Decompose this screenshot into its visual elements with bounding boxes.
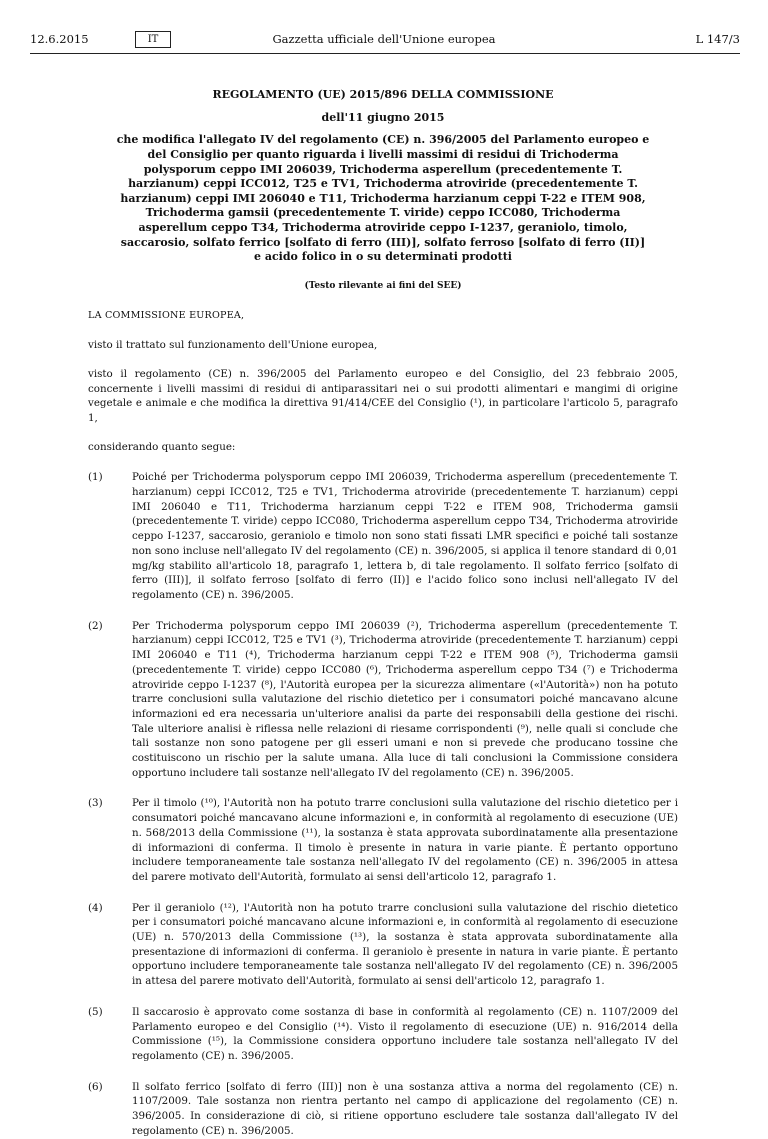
language-badge: IT xyxy=(135,31,171,48)
publication-date: 12.6.2015 xyxy=(30,32,89,46)
recital-text: Per il geraniolo (¹²), l'Autorità non ha potuto trarre conclusioni sulla valutazione del rischio dietetico per i consumatori poiché mancavano alcune informazioni e, in conformità al regolamento di esecuzione (UE) n. 570/2013 della Commissione (¹³), la sostanza è stata approvata subordinatamente alla presentazione di informazioni di conferma. Il geraniolo è presente in natura in varie piante. È pertanto opportuno includere temporaneamente tale sostanza nell'allegato IV del regolamento (CE) n. 396/2005 in attesa del parere motivato dell'Autorità, formulato ai sensi dell'articolo 12, paragrafo 1. xyxy=(132,901,678,988)
whereas-intro: considerando quanto segue: xyxy=(88,440,236,453)
recital-text: Il saccarosio è approvato come sostanza di base in conformità al regolamento (CE) n. 1107/2009 del Parlamento europeo e del Consiglio (¹⁴). Visto il regolamento di esecuzione (UE) n. 916/2014 della Commissione (¹⁵), la Commissione considera opportuno includere tale sostanza nell'allegato IV del regolamento (CE) n. 396/2005. xyxy=(132,1005,678,1062)
recital-number: (4) xyxy=(88,901,103,914)
page-number: L 147/3 xyxy=(695,32,740,46)
recital-number: (1) xyxy=(88,471,103,484)
recital-number: (3) xyxy=(88,797,103,810)
recital xyxy=(88,619,678,781)
recital-text: Per il timolo (¹⁰), l'Autorità non ha potuto trarre conclusioni sulla valutazione del rischio dietetico per i consumatori poiché mancavano alcune informazioni e, in conformità al regolamento di esecuzione (UE) n. 568/2013 della Commissione (¹¹), la sostanza è stata approvata subordinatamente alla presentazione di informazioni di conferma. Il timolo è presente in natura in varie piante. È pertanto opportuno includere temporaneamente tale sostanza nell'allegato IV del regolamento (CE) n. 396/2005 in attesa del parere motivato dell'Autorità, formulato ai sensi dell'articolo 12, paragrafo 1. xyxy=(132,797,678,883)
regulation-subject: che modifica l'allegato IV del regolamento (CE) n. 396/2005 del Parlamento europeo e del Consiglio per quanto riguarda i livelli massimi di residui di Trichoderma polysporum ceppo IMI 206039, Trichoderma asperellum (precedentemente T. harzianum) ceppi ICC012, T25 e TV1, Trichoderma atroviride (precedentemente T. harzianum) ceppi IMI 206040 e T11, Trichoderma harzianum ceppi T-22 e ITEM 908, Trichoderma gamsii (precedentemente T. viride) ceppo ICC080, Trichoderma asperellum ceppo T34, Trichoderma atroviride ceppo I-1237, geraniolo, timolo, saccarosio, solfato ferrico [solfato di ferro (III)], solfato ferroso [solfato di ferro (II)] e acido folico in o su determinati prodotti xyxy=(116,133,650,264)
institution-heading: LA COMMISSIONE EUROPEA, xyxy=(88,310,245,322)
recital xyxy=(88,901,678,989)
recital-number: (6) xyxy=(88,1080,103,1093)
recital-number: (2) xyxy=(88,619,103,632)
page-header xyxy=(0,0,768,60)
recital xyxy=(88,1080,678,1139)
recital-number: (5) xyxy=(88,1005,103,1018)
eea-relevance-note: (Testo rilevante ai fini del SEE) xyxy=(304,280,462,291)
journal-title: Gazzetta ufficiale dell'Unione europea xyxy=(272,32,496,46)
regulation-date: dell'11 giugno 2015 xyxy=(321,110,445,124)
citation-treaty: visto il trattato sul funzionamento dell'Unione europea, xyxy=(88,339,378,352)
regulation-title: REGOLAMENTO (UE) 2015/896 DELLA COMMISSIONE xyxy=(212,88,554,101)
citation-regulation: visto il regolamento (CE) n. 396/2005 del Parlamento europeo e del Consiglio, del 23 febbraio 2005, concernente i livelli massimi di residui di antiparassitari nei o sui prodotti alimentari e mangimi di origine vegetale e animale e che modifica la direttiva 91/414/CEE del Consiglio (¹), in particolare l'articolo 5, paragrafo 1, xyxy=(88,367,678,424)
document-body xyxy=(88,88,678,1139)
recital-text: Il solfato ferrico [solfato di ferro (III)] non è una sostanza attiva a norma del regolamento (CE) n. 1107/2009. Tale sostanza non rientra pertanto nel campo di applicazione del regolamento (CE) n. 396/2005. In considerazione di ciò, si ritiene opportuno escludere tale sostanza dall'allegato IV del regolamento (CE) n. 396/2005. xyxy=(132,1080,678,1137)
recital xyxy=(88,470,678,602)
recital xyxy=(88,796,678,884)
recital-text: Per Trichoderma polysporum ceppo IMI 206039 (²), Trichoderma asperellum (precedentemente T. harzianum) ceppi ICC012, T25 e TV1 (³), Trichoderma atroviride (precedentemente T. harzianum) ceppi IMI 206040 e T11 (⁴), Trichoderma harzianum ceppi T-22 e ITEM 908 (⁵), Trichoderma gamsii (precedentemente T. viride) ceppo ICC080 (⁶), Trichoderma asperellum ceppo T34 (⁷) e Trichoderma atroviride ceppo I-1237 (⁸), l'Autorità europea per la sicurezza alimentare («l'Autorità») non ha potuto trarre conclusioni sulla valutazione del rischio dietetico per i consumatori poiché mancavano alcune informazioni ed era necessaria un'ulteriore analisi da parte dei responsabili della gestione dei rischi. Tale ulteriore analisi è riflessa nelle relazioni di riesame corrispondenti (⁹), nelle quali si conclude che tali sostanze non sono patogene per gli esseri umani e non si prevede che producano tossine che costituiscono un rischio per la salute umana. Alla luce di tali conclusioni la Commissione considera opportuno includere tali sostanze nell'allegato IV del regolamento (CE) n. 396/2005. xyxy=(132,619,678,779)
recital xyxy=(88,1005,678,1064)
recital-text: Poiché per Trichoderma polysporum ceppo IMI 206039, Trichoderma asperellum (precedentemente T. harzianum) ceppi ICC012, T25 e TV1, Trichoderma atroviride (precedentemente T. harzianum) ceppi IMI 206040 e T11, Trichoderma harzianum ceppi T-22 e ITEM 908, Trichoderma gamsii (precedentemente T. viride) ceppo ICC080, Trichoderma asperellum ceppo T34, Trichoderma atroviride ceppo I-1237, saccarosio, geraniolo e timolo non sono stati fissati LMR specifici e poiché tali sostanze non sono incluse nell'allegato IV del regolamento (CE) n. 396/2005, si applica il tenore standard di 0,01 mg/kg stabilito all'articolo 18, paragrafo 1, lettera b, di tale regolamento. Il solfato ferrico [solfato di ferro (III)], il solfato ferroso [solfato di ferro (II)] e l'acido folico sono inclusi nell'allegato IV del regolamento (CE) n. 396/2005. xyxy=(132,471,678,601)
header-rule xyxy=(30,53,740,54)
